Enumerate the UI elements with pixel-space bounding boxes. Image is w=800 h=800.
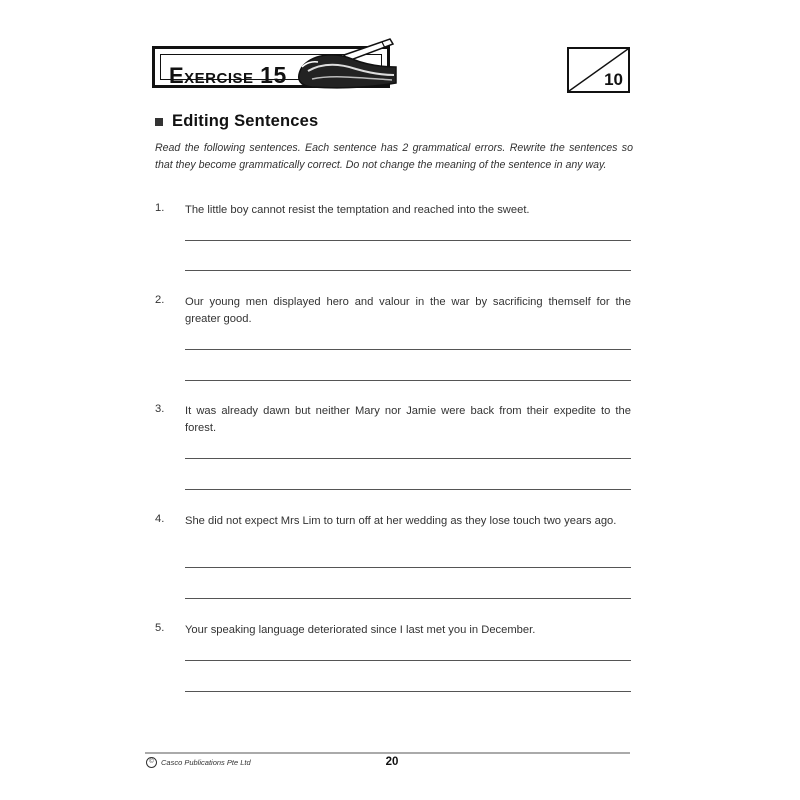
score-total: 10 bbox=[604, 70, 623, 89]
answer-line[interactable] bbox=[185, 380, 631, 381]
answer-line[interactable] bbox=[185, 691, 631, 692]
section-heading bbox=[155, 112, 318, 131]
question-number: 3. bbox=[155, 403, 165, 415]
hand-writing-pencil-icon bbox=[272, 37, 398, 89]
answer-line[interactable] bbox=[185, 489, 631, 490]
square-bullet-icon bbox=[155, 118, 163, 126]
instructions: Read the following sentences. Each sentence has 2 grammatical errors. Rewrite the sentences so that they become grammatically correct. Do not change the meaning of the sentence in any way. bbox=[155, 142, 633, 171]
exercise-word: Exercise bbox=[169, 63, 254, 88]
question-text: Our young men displayed hero and valour in the war by sacrificing themself for the greater good. bbox=[185, 296, 631, 325]
answer-line[interactable] bbox=[185, 660, 631, 661]
footer-copyright bbox=[146, 757, 251, 768]
answer-line[interactable] bbox=[185, 349, 631, 350]
answer-line[interactable] bbox=[185, 458, 631, 459]
copyright-icon: © bbox=[146, 757, 157, 768]
question-number: 5. bbox=[155, 622, 165, 634]
copyright-text: Casco Publications Pte Ltd bbox=[161, 758, 251, 767]
question-text: The little boy cannot resist the temptation and reached into the sweet. bbox=[185, 204, 530, 216]
exercise-number: 15 bbox=[260, 62, 287, 88]
exercise-banner bbox=[152, 37, 398, 89]
question-number: 4. bbox=[155, 513, 165, 525]
question-number: 2. bbox=[155, 294, 165, 306]
page-number: 20 bbox=[385, 756, 399, 768]
question-text: It was already dawn but neither Mary nor Jamie were back from their expedite to the forest. bbox=[185, 405, 631, 434]
answer-line[interactable] bbox=[185, 240, 631, 241]
answer-line[interactable] bbox=[185, 567, 631, 568]
answer-line[interactable] bbox=[185, 598, 631, 599]
question-text: Your speaking language deteriorated since I last met you in December. bbox=[185, 624, 536, 636]
section-title: Editing Sentences bbox=[172, 112, 319, 130]
score-box bbox=[567, 47, 630, 93]
question-number: 1. bbox=[155, 202, 165, 214]
exercise-title bbox=[169, 62, 287, 89]
answer-line[interactable] bbox=[185, 270, 631, 271]
question-text: She did not expect Mrs Lim to turn off at her wedding as they lose touch two years ago. bbox=[185, 515, 617, 527]
footer-divider bbox=[145, 752, 630, 754]
